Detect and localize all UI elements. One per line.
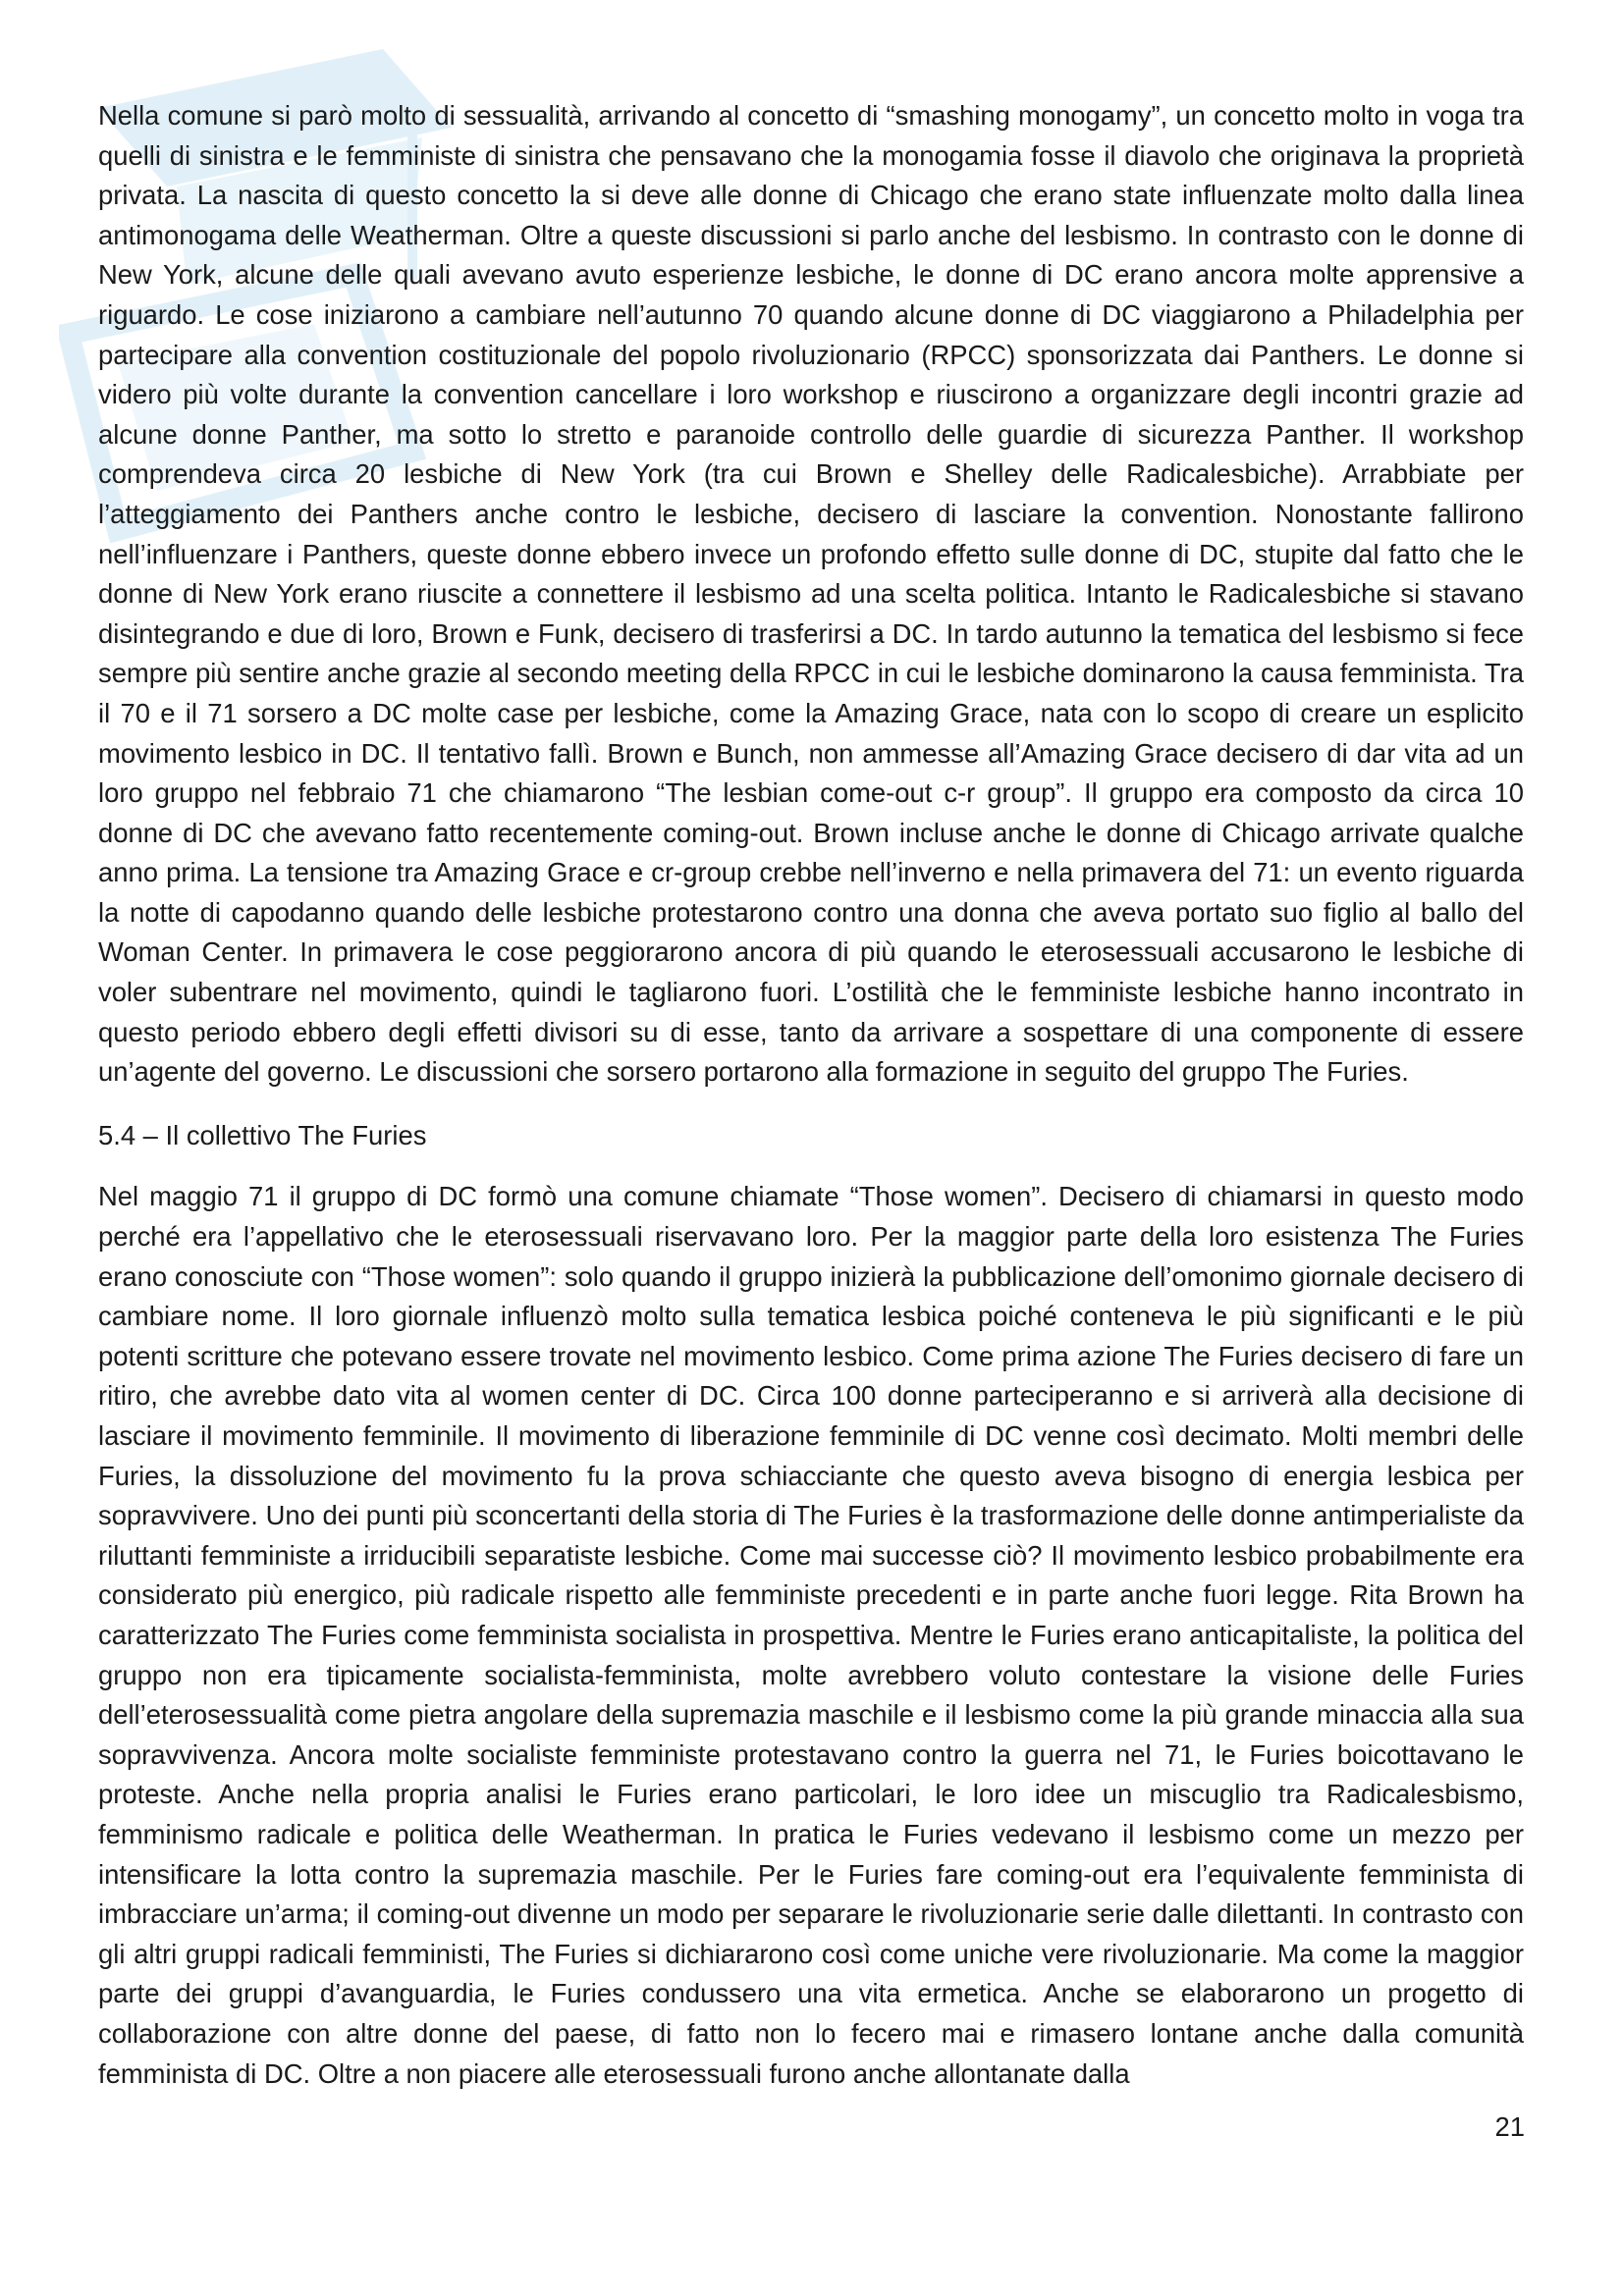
page-number: 21 xyxy=(1494,2111,1525,2142)
paragraph-1: Nella comune si parò molto di sessualità, arrivando al concetto di “smashing monogamy”, un concetto molto in voga tra quelli di sinistra e le femministe di sinistra che pensavano che la monogamia fosse il diavolo che originava la proprietà privata. La nascita di questo concetto la si deve alle donne di Chicago che erano state influenzate molto dalla linea antimonogama delle Weatherman. Oltre a queste discussioni si parlo anche del lesbismo. In contrasto con le donne di New York, alcune delle quali avevano avuto esperienze lesbiche, le donne di DC erano ancora molte apprensive a riguardo. Le cose iniziarono a cambiare nell’autunno 70 quando alcune donne di DC viaggiarono a Philadelphia per partecipare alla convention costituzionale del popolo rivoluzionario (RPCC) sponsorizzata dai Panthers. Le donne si videro più volte durante la convention cancellare i loro workshop e riuscirono a organizzare degli incontri grazie ad alcune donne Panther, ma sotto lo stretto e paranoide controllo delle guardie di sicurezza Panther. Il workshop comprendeva circa 20 lesbiche di New York (tra cui Brown e Shelley delle Radicalesbiche). Arrabbiate per l’atteggiamento dei Panthers anche contro le lesbiche, decisero di lasciare la convention. Nonostante fallirono nell’influenzare i Panthers, queste donne ebbero invece un profondo effetto sulle donne di DC, stupite dal fatto che le donne di New York erano riuscite a connettere il lesbismo ad una scelta politica. Intanto le Radicalesbiche si stavano disintegrando e due di loro, Brown e Funk, decisero di trasferirsi a DC. In tardo autunno la tematica del lesbismo si fece sempre più sentire anche grazie al secondo meeting della RPCC in cui le lesbiche dominarono la causa femminista. Tra il 70 e il 71 sorsero a DC molte case per lesbiche, come la Amazing Grace, nata con lo scopo di creare un esplicito movimento lesbico in DC. Il tentativo fallì. Brown e Bunch, non ammesse all’Amazing Grace decisero di dar vita ad un loro gruppo nel febbraio 71 che chiamarono “The lesbian come-out c-r group”. Il gruppo era composto da circa 10 donne di DC che avevano fatto recentemente coming-out. Brown incluse anche le donne di Chicago arrivate qualche anno prima. La tensione tra Amazing Grace e cr-group crebbe nell’inverno e nella primavera del 71: un evento riguarda la notte di capodanno quando delle lesbiche protestarono contro una donna che aveva portato suo figlio al ballo del Woman Center. In primavera le cose peggiorarono ancora di più quando le eterosessuali accusarono le lesbiche di voler subentrare nel movimento, quindi le tagliarono fuori. L’ostilità che le femministe lesbiche hanno incontrato in questo periodo ebbero degli effetti divisori su di esse, tanto da arrivare a sospettare di una componente di essere un’agente del governo. Le discussioni che sorsero portarono alla formazione in seguito del gruppo The Furies. xyxy=(98,100,1524,1088)
paragraph-2: Nel maggio 71 il gruppo di DC formò una comune chiamate “Those women”. Decisero di chiamarsi in questo modo perché era l’appellativo che le eterosessuali riservavano loro. Per la maggior parte della loro esistenza The Furies erano conosciute con “Those women”: solo quando il gruppo inizierà la pubblicazione dell’omonimo giornale decisero di cambiare nome. Il loro giornale influenzò molto sulla tematica lesbica poiché conteneva le più significanti e le più potenti scritture che potevano essere trovate nel movimento lesbico. Come prima azione The Furies decisero di fare un ritiro, che avrebbe dato vita al women center di DC. Circa 100 donne parteciperanno e si arriverà alla decisione di lasciare il movimento femminile. Il movimento di liberazione femminile di DC venne così decimato. Molti membri delle Furies, la dissoluzione del movimento fu la prova schiacciante che questo aveva bisogno di energia lesbica per sopravvivere. Uno dei punti più sconcertanti della storia di The Furies è la trasformazione delle donne antimperialiste da riluttanti femministe a irriducibili separatiste lesbiche. Come mai successe ciò? Il movimento lesbico probabilmente era considerato più energico, più radicale rispetto alle femministe precedenti e in parte anche fuori legge. Rita Brown ha caratterizzato The Furies come femminista socialista in prospettiva. Mentre le Furies erano anticapitaliste, la politica del gruppo non era tipicamente socialista-femminista, molte avrebbero voluto contestare la visione delle Furies dell’eterosessualità come pietra angolare della supremazia maschile e il lesbismo come la più grande minaccia alla sua sopravvivenza. Ancora molte socialiste femministe protestavano contro la guerra nel 71, le Furies boicottavano le proteste. Anche nella propria analisi le Furies erano particolari, le loro idee un miscuglio tra Radicalesbismo, femminismo radicale e politica delle Weatherman. In pratica le Furies vedevano il lesbismo come un mezzo per intensificare la lotta contro la supremazia maschile. Per le Furies fare coming-out era l’equivalente femminista di imbracciare un’arma; il coming-out divenne un modo per separare le rivoluzionarie serie dalle dilettanti. In contrasto con gli altri gruppi radicali femministi, The Furies si dichiararono così come uniche vere rivoluzionarie. Ma come la maggior parte dei gruppi d’avanguardia, le Furies condussero una vita ermetica. Anche se elaborarono un progetto di collaborazione con altre donne del paese, di fatto non lo fecero mai e rimasero lontane anche dalla comunità femminista di DC. Oltre a non piacere alle eterosessuali furono anche allontanate dalla xyxy=(98,1181,1524,2089)
page-body xyxy=(98,96,1524,2094)
section-heading: 5.4 – Il collettivo The Furies xyxy=(98,1119,427,1150)
